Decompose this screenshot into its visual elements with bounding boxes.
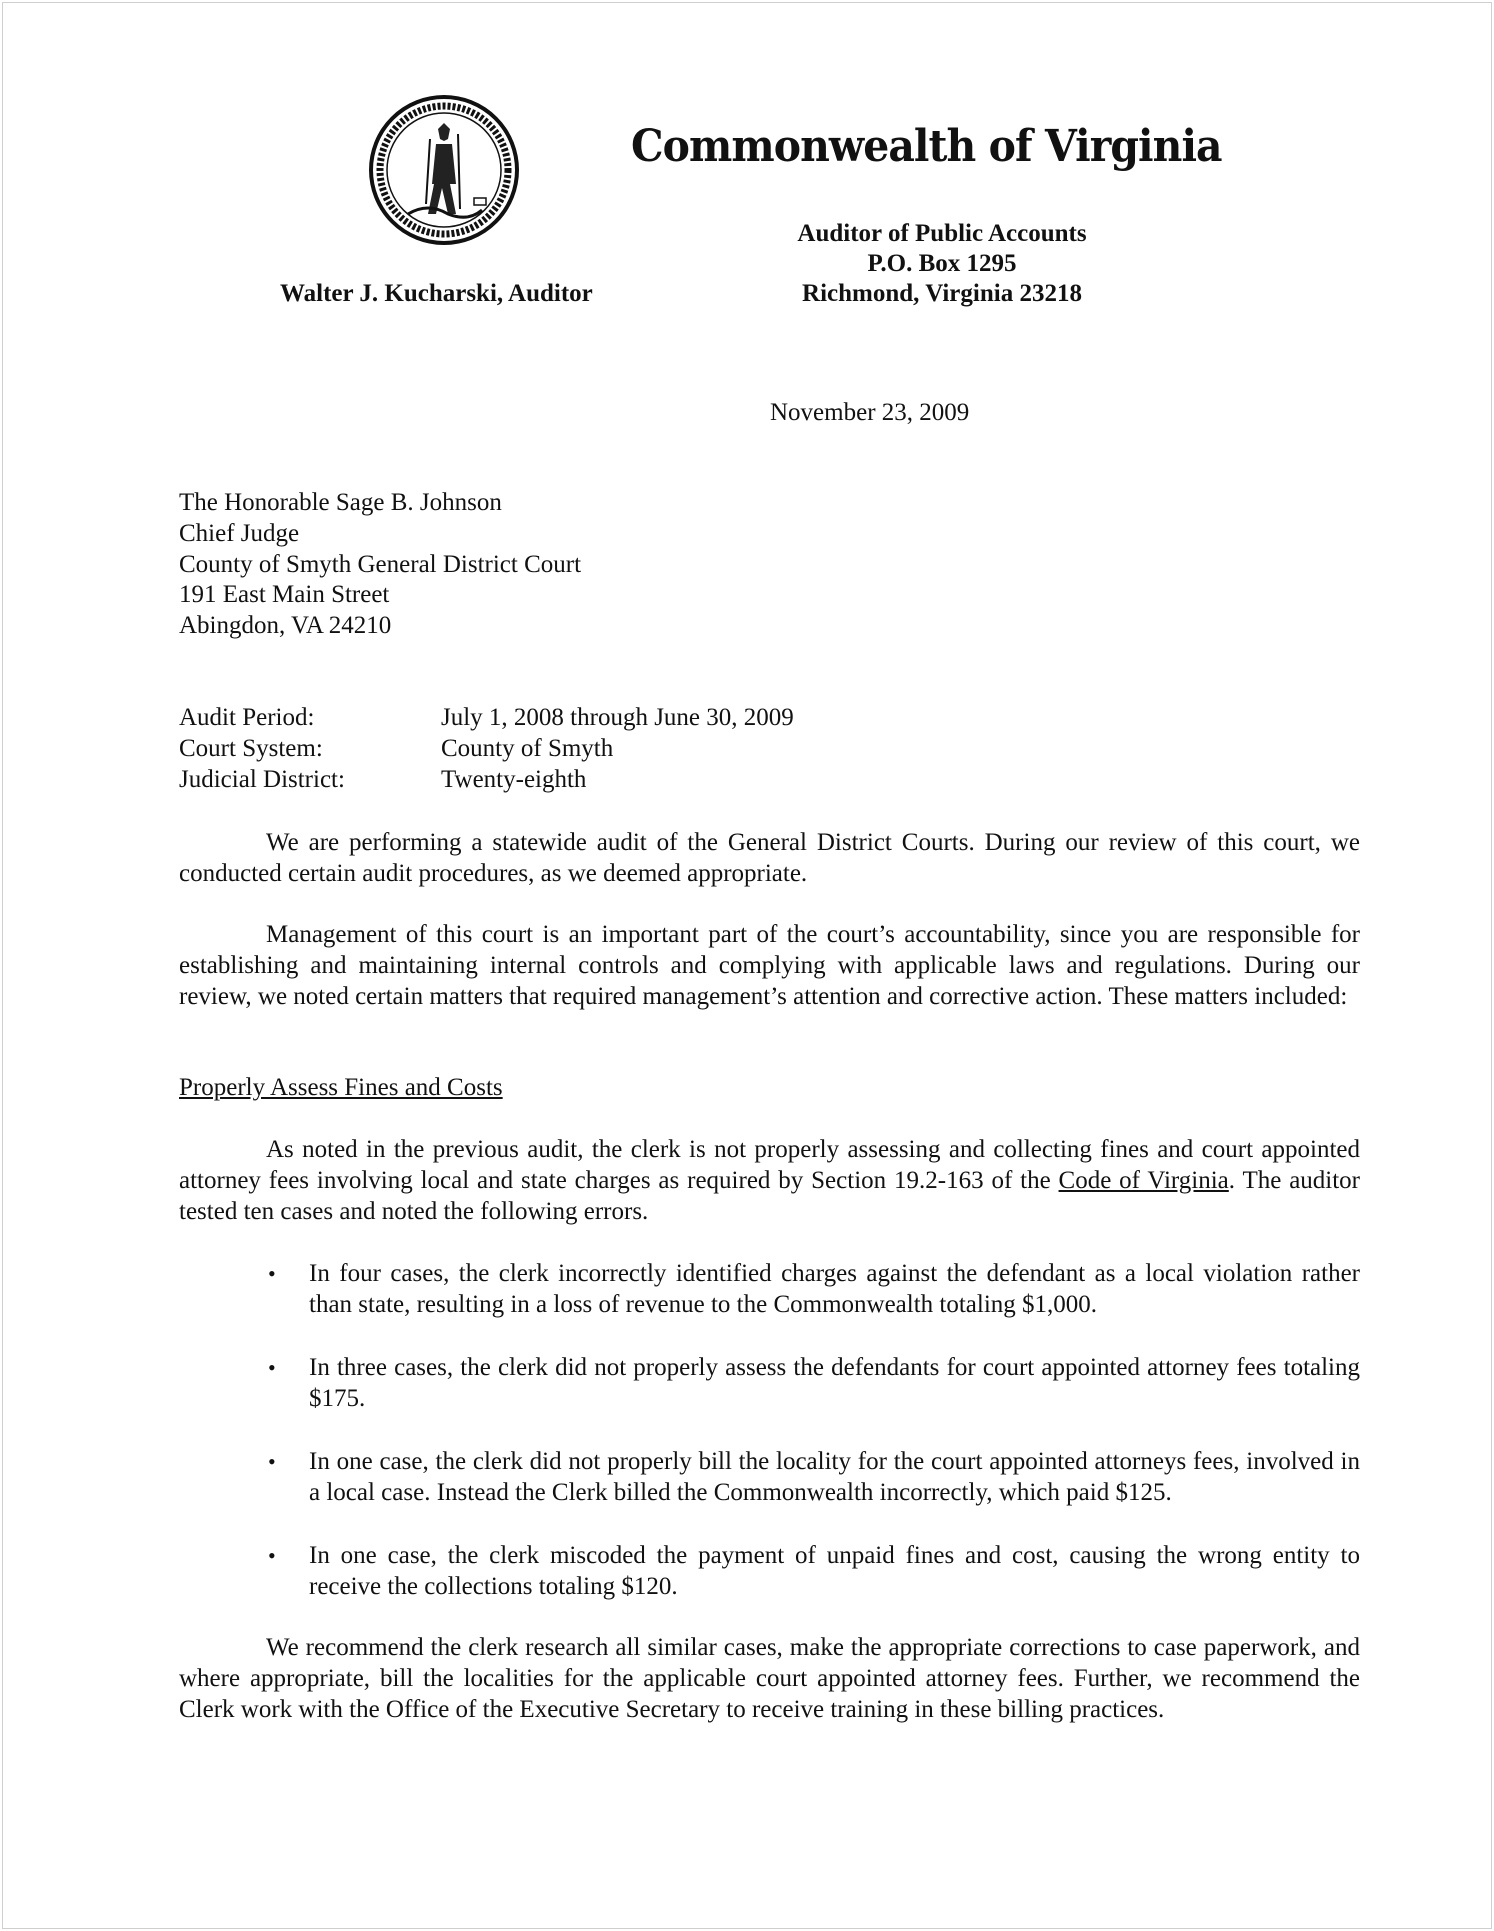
po-box: P.O. Box 1295 bbox=[867, 250, 1017, 277]
paragraph-finding bbox=[179, 1135, 1360, 1227]
recipient-address bbox=[179, 488, 581, 642]
recipient-line: 191 East Main Street bbox=[179, 581, 390, 609]
paragraph-text: . The auditor tested ten cases and noted the following errors. bbox=[179, 1166, 1361, 1225]
code-of-virginia-reference: Code of Virginia bbox=[1058, 1166, 1229, 1194]
bullet-icon: • bbox=[268, 1261, 276, 1286]
detail-label: Judicial District: bbox=[179, 765, 345, 793]
auditor-name: Walter J. Kucharski, Auditor bbox=[280, 280, 593, 307]
recipient-line: Abingdon, VA 24210 bbox=[179, 612, 392, 640]
bullet-text: In one case, the clerk miscoded the payment of unpaid fines and cost, causing the wrong entity to receive the collections totaling $120. bbox=[309, 1542, 1360, 1600]
bullet-item bbox=[268, 1259, 1360, 1321]
paragraph-management bbox=[179, 920, 1360, 1012]
bullet-item bbox=[268, 1541, 1360, 1603]
detail-value: Twenty-eighth bbox=[441, 765, 587, 793]
bullet-item bbox=[268, 1353, 1360, 1415]
paragraph-intro bbox=[179, 828, 1360, 890]
virginia-seal-logo bbox=[368, 94, 520, 246]
letter-date: November 23, 2009 bbox=[770, 399, 970, 426]
detail-row bbox=[179, 703, 794, 734]
detail-row bbox=[179, 734, 794, 765]
paragraph-recommendation bbox=[179, 1633, 1360, 1725]
recipient-line: Chief Judge bbox=[179, 519, 300, 547]
paragraph-text: We recommend the clerk research all similar cases, make the appropriate corrections to case paperwork, and where appropriate, bill the localities for the applicable court appointed attorney fees. Further, we recommend the Clerk work with the Office of the Executive Secretary to receive training in these billing practices. bbox=[179, 1634, 1360, 1723]
detail-label: Audit Period: bbox=[179, 704, 315, 731]
recipient-line: County of Smyth General District Court bbox=[179, 550, 582, 578]
bullet-text: In four cases, the clerk incorrectly identified charges against the defendant as a local violation rather than state, resulting in a loss of revenue to the Commonwealth totaling $1,000. bbox=[309, 1260, 1360, 1318]
detail-label: Court System: bbox=[179, 734, 323, 762]
detail-value: July 1, 2008 through June 30, 2009 bbox=[441, 704, 794, 731]
section-heading: Properly Assess Fines and Costs bbox=[179, 1074, 503, 1101]
bullet-text: In one case, the clerk did not properly bill the locality for the court appointed attorneys fees, involved in a local case. Instead the Clerk billed the Commonwealth incorrectly, which paid $125. bbox=[309, 1448, 1360, 1506]
recipient-line: The Honorable Sage B. Johnson bbox=[179, 489, 502, 516]
paragraph-text: Management of this court is an important part of the court’s accountability, since you are responsible for establishing and maintaining internal controls and complying with applicable laws and regulations. During our review, we noted certain matters that required management’s attention and corrective action. These matters included: bbox=[179, 921, 1360, 1010]
bullet-icon: • bbox=[268, 1449, 276, 1474]
letterhead-title: Commonwealth of Virginia bbox=[631, 121, 1222, 172]
office-name: Auditor of Public Accounts bbox=[797, 220, 1087, 247]
bullet-icon: • bbox=[268, 1355, 276, 1380]
bullet-text: In three cases, the clerk did not properly assess the defendants for court appointed attorney fees totaling $175. bbox=[309, 1354, 1360, 1412]
bullet-item bbox=[268, 1447, 1360, 1509]
bullet-icon: • bbox=[268, 1543, 276, 1568]
detail-value: County of Smyth bbox=[441, 734, 614, 762]
office-address bbox=[700, 219, 1184, 309]
city-state-zip: Richmond, Virginia 23218 bbox=[802, 280, 1082, 307]
audit-details bbox=[179, 703, 794, 795]
paragraph-text: As noted in the previous audit, the clerk is not properly assessing and collecting fines and court appointed attorney fees involving local and state charges as required by Section 19.2-163 of the bbox=[179, 1136, 1360, 1194]
detail-row bbox=[179, 765, 794, 796]
paragraph-text: We are performing a statewide audit of the General District Courts. During our review of this court, we conducted certain audit procedures, as we deemed appropriate. bbox=[179, 829, 1360, 887]
